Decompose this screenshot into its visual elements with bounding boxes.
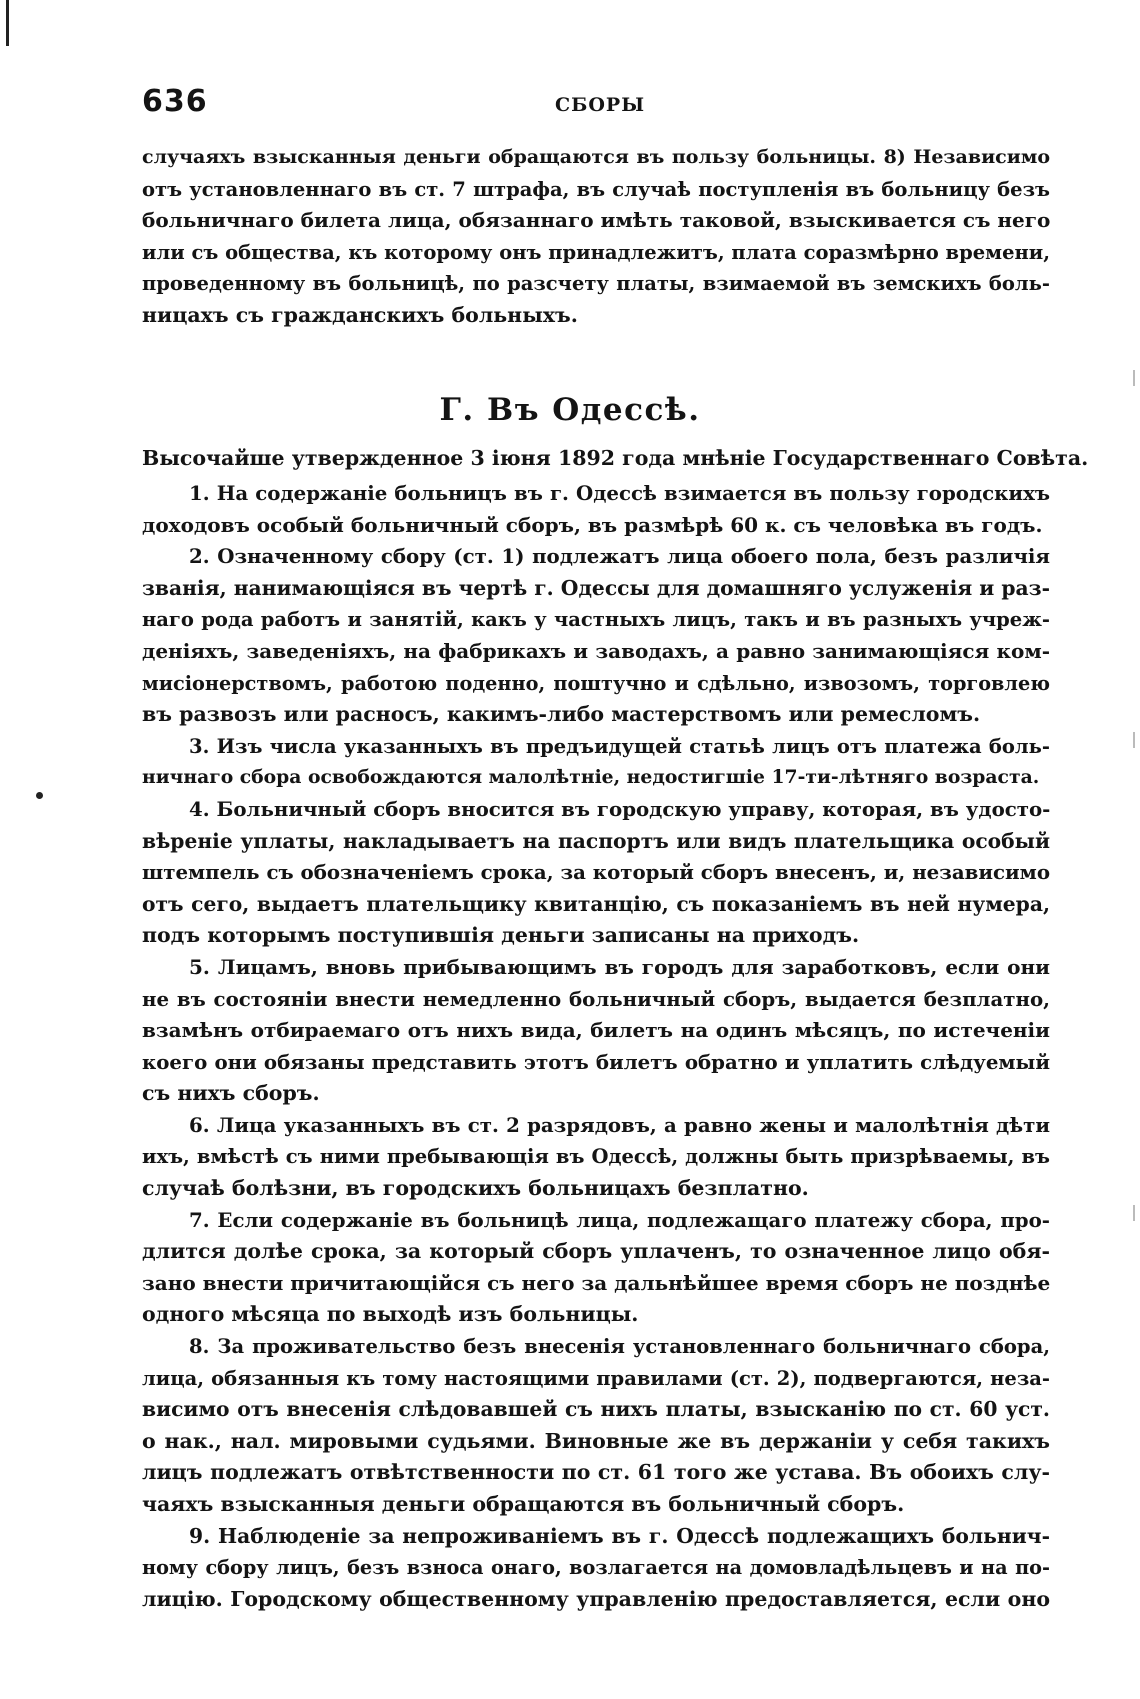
text-line: 9. Наблюденіе за непроживаніемъ въ г. Одессѣ подлежащихъ больнич- [189, 1523, 1050, 1548]
text-line: ничнаго сбора освобождаются малолѣтніе, недостигшіе 17-ти-лѣтняго возраста. [142, 766, 1040, 789]
page-header [142, 84, 1050, 124]
text-line: штемпель съ обозначеніемъ срока, за который сборъ внесенъ, и, независимо [142, 860, 1050, 885]
article-4 [142, 794, 1050, 952]
text-line: 6. Лица указанныхъ въ ст. 2 разрядовъ, а равно жены и малолѣтнія дѣти [189, 1112, 1050, 1137]
text-line: ихъ, вмѣстѣ съ ними пребывающія въ Одессѣ, должны быть призрѣваемы, въ [142, 1145, 1050, 1169]
text-line: длится долѣе срока, за который сборъ уплаченъ, то означенное лицо обя- [142, 1239, 1050, 1264]
text-line: висимо отъ внесенія слѣдовавшей съ нихъ платы, взысканію по ст. 60 уст. [142, 1397, 1050, 1422]
text-line: проведенному въ больницѣ, по разсчету платы, взимаемой въ земскихъ боль- [142, 272, 1050, 296]
text-line: больничнаго билета лица, обязаннаго имѣть таковой, взыскивается съ него [142, 208, 1050, 233]
article-1 [142, 478, 1050, 541]
article-2 [142, 541, 1050, 731]
text-line: ницахъ съ гражданскихъ больныхъ. [142, 302, 578, 327]
section-title: Г. Въ Одессѣ. [439, 392, 701, 428]
text-line: не въ состояніи внести немедленно больничный сборъ, выдается безплатно, [142, 986, 1050, 1011]
article-3 [142, 731, 1050, 794]
text-line: зано внести причитающійся съ него за дальнѣйшее время сборъ не позднѣе [142, 1270, 1050, 1295]
text-line: лицію. Городскому общественному управленію предоставляется, если оно [142, 1586, 1050, 1611]
text-line: о нак., нал. мировыми судьями. Виновные же въ держаніи у себя такихъ [142, 1428, 1050, 1453]
margin-mark [1133, 1205, 1135, 1221]
intro-paragraph [142, 142, 1050, 332]
text-line: взамѣнъ отбираемаго отъ нихъ вида, билетъ на одинъ мѣсяцъ, по истеченіи [142, 1018, 1050, 1043]
text-line: деніяхъ, заведеніяхъ, на фабрикахъ и заводахъ, а равно занимающіяся ком- [142, 638, 1050, 663]
decree-title: Высочайше утвержденное 3 іюня 1892 года мнѣніе Государственнаго Совѣта. [142, 446, 1089, 470]
text-line: 2. Означенному сбору (ст. 1) подлежатъ лица обоего пола, безъ различія [189, 544, 1050, 569]
ink-dot [36, 792, 43, 799]
text-line: или съ общества, къ которому онъ принадлежитъ, плата соразмѣрно времени, [142, 240, 1050, 264]
article-9 [142, 1521, 1050, 1616]
text-line: 5. Лицамъ, вновь прибывающимъ въ городъ для заработковъ, если они [189, 954, 1050, 979]
text-line: 4. Больничный сборъ вносится въ городскую управу, которая, въ удосто- [189, 796, 1050, 821]
article-7 [142, 1205, 1050, 1331]
running-head: СБОРЫ [555, 94, 646, 116]
text-line: коего они обязаны представить этотъ билетъ обратно и уплатить слѣдуемый [142, 1049, 1050, 1074]
articles [142, 478, 1050, 1615]
text-line: чаяхъ взысканныя деньги обращаются въ больничный сборъ. [142, 1492, 905, 1516]
text-line: отъ установленнаго въ ст. 7 штрафа, въ случаѣ поступленія въ больницу безъ [142, 177, 1050, 201]
text-line: ному сбору лицъ, безъ взноса онаго, возлагается на домовладѣльцевъ и на по- [142, 1556, 1050, 1580]
margin-mark [1133, 370, 1135, 386]
page-number: 636 [142, 84, 208, 119]
article-8 [142, 1331, 1050, 1521]
scan-edge-mark [6, 0, 9, 46]
text-line: одного мѣсяца по выходѣ изъ больницы. [142, 1302, 639, 1327]
text-line: доходовъ особый больничный сборъ, въ размѣрѣ 60 к. съ человѣка въ годъ. [142, 512, 1043, 537]
text-line: вѣреніе уплаты, накладываетъ на паспортъ или видъ плательщика особый [142, 828, 1050, 853]
text-line: 3. Изъ числа указанныхъ въ предъидущей статьѣ лицъ отъ платежа боль- [189, 734, 1050, 758]
text-line: отъ сего, выдаетъ плательщику квитанцію, съ показаніемъ въ ней нумера, [142, 891, 1050, 916]
text-line: 1. На содержаніе больницъ въ г. Одессѣ взимается въ пользу городскихъ [189, 481, 1050, 505]
text-line: лицъ подлежатъ отвѣтственности по ст. 61 того же устава. Въ обоихъ слу- [142, 1460, 1050, 1485]
text-line: случаѣ болѣзни, въ городскихъ больницахъ безплатно. [142, 1176, 809, 1201]
text-line: 7. Если содержаніе въ больницѣ лица, подлежащаго платежу сбора, про- [189, 1207, 1050, 1232]
text-line: съ нихъ сборъ. [142, 1081, 320, 1106]
text-line: 8. За проживательство безъ внесенія установленнаго больничнаго сбора, [189, 1335, 1050, 1359]
article-5 [142, 952, 1050, 1110]
text-line: званія, нанимающіяся въ чертѣ г. Одессы для домашняго услуженія и раз- [142, 575, 1050, 600]
text-line: лица, обязанныя къ тому настоящими правилами (ст. 2), подвергаются, неза- [142, 1366, 1050, 1390]
article-6 [142, 1110, 1050, 1205]
margin-mark [1133, 732, 1135, 748]
text-line: мисіонерствомъ, работою поденно, поштучно и сдѣльно, извозомъ, торговлею [142, 671, 1050, 695]
text-line: наго рода работъ и занятій, какъ у частныхъ лицъ, такъ и въ разныхъ учреж- [142, 608, 1050, 632]
text-line: подъ которымъ поступившія деньги записаны на приходъ. [142, 923, 860, 948]
text-line: случаяхъ взысканныя деньги обращаются въ пользу больницы. 8) Независимо [142, 146, 1050, 168]
text-line: въ развозъ или расносъ, какимъ-либо мастерствомъ или ремесломъ. [142, 702, 981, 727]
